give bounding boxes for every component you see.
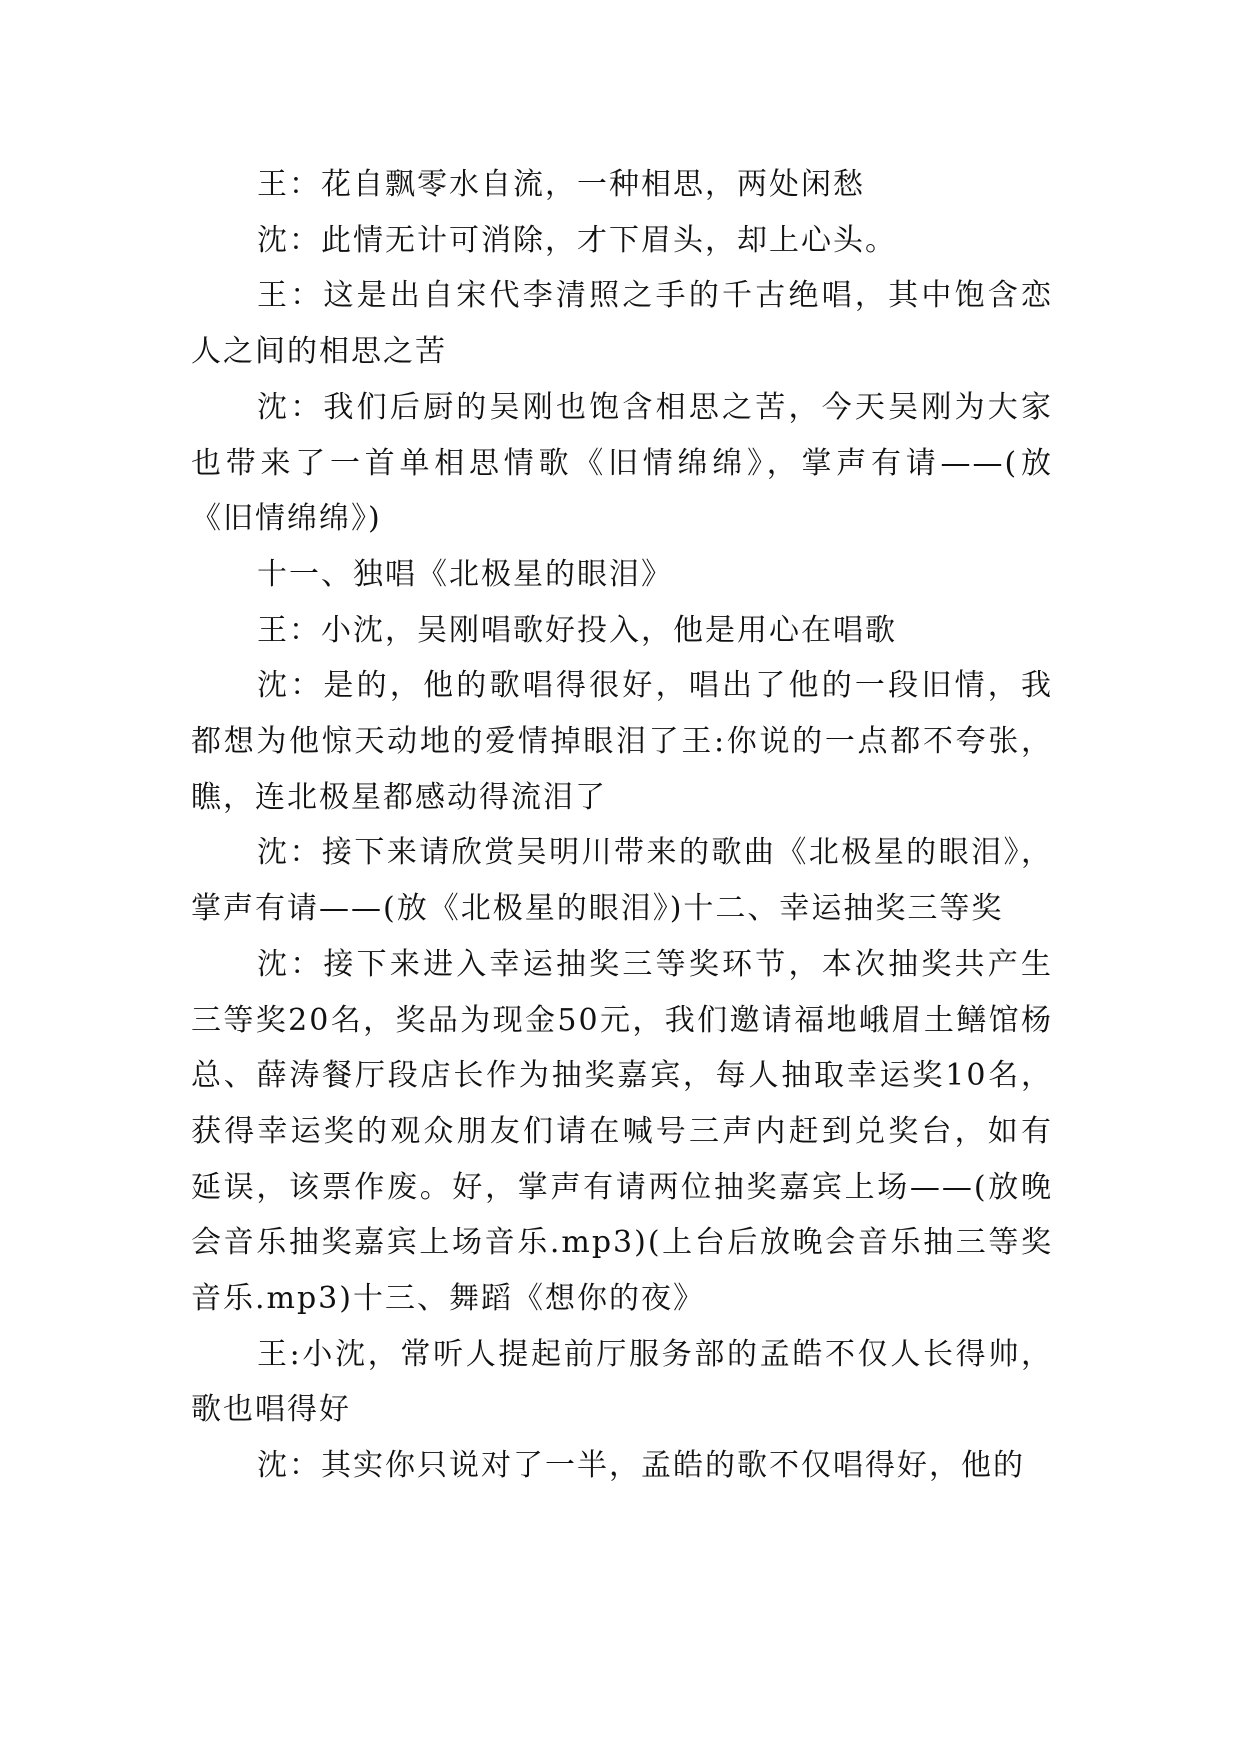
document-body bbox=[191, 157, 1053, 1494]
paragraph-shen-polaris: 沈：接下来请欣赏吴明川带来的歌曲《北极星的眼泪》，掌声有请——(放《北极星的眼泪》)十二、幸运抽奖三等奖 bbox=[191, 835, 1053, 927]
section-heading-solo: 十一、独唱《北极星的眼泪》 bbox=[257, 556, 673, 592]
paragraph-wang-flowers: 王：花自飘零水自流，一种相思，两处闲愁 bbox=[257, 167, 865, 202]
paragraph-wang-li-qingzhao: 王：这是出自宋代李清照之手的千古绝唱，其中饱含恋人之间的相思之苦 bbox=[191, 278, 1053, 370]
paragraph-wang-meng-hao: 王:小沈，常听人提起前厅服务部的孟皓不仅人长得帅，歌也唱得好 bbox=[191, 1336, 1053, 1428]
paragraph-wang-singing: 王：小沈，吴刚唱歌好投入，他是用心在唱歌 bbox=[257, 612, 897, 648]
paragraph-shen-no-way: 沈：此情无计可消除，才下眉头，却上心头。 bbox=[257, 222, 897, 258]
paragraph-shen-lottery: 沈：接下来进入幸运抽奖三等奖环节，本次抽奖共产生三等奖20名，奖品为现金50元，我们邀请福地峨眉土鳝馆杨总、薛涛餐厅段店长作为抽奖嘉宾，每人抽取幸运奖10名，获得幸运奖的观众朋友们请在喊号三声内赶到兑奖台，如有延误，该票作废。好，掌声有请两位抽奖嘉宾上场——(放晚会音乐抽奖嘉宾上场音乐.mp3)(上台后放晚会音乐抽三等奖音乐.mp3)十三、舞蹈《想你的夜》 bbox=[191, 946, 1053, 1317]
paragraph-shen-half-right: 沈：其实你只说对了一半，孟皓的歌不仅唱得好，他的 bbox=[257, 1448, 1025, 1484]
paragraph-shen-wu-gang: 沈：我们后厨的吴刚也饱含相思之苦，今天吴刚为大家也带来了一首单相思情歌《旧情绵绵》，掌声有请——(放《旧情绵绵》) bbox=[191, 389, 1053, 537]
paragraph-shen-tears: 沈：是的，他的歌唱得很好，唱出了他的一段旧情，我都想为他惊天动地的爱情掉眼泪了王:你说的一点都不夸张，瞧，连北极星都感动得流泪了 bbox=[191, 668, 1053, 815]
